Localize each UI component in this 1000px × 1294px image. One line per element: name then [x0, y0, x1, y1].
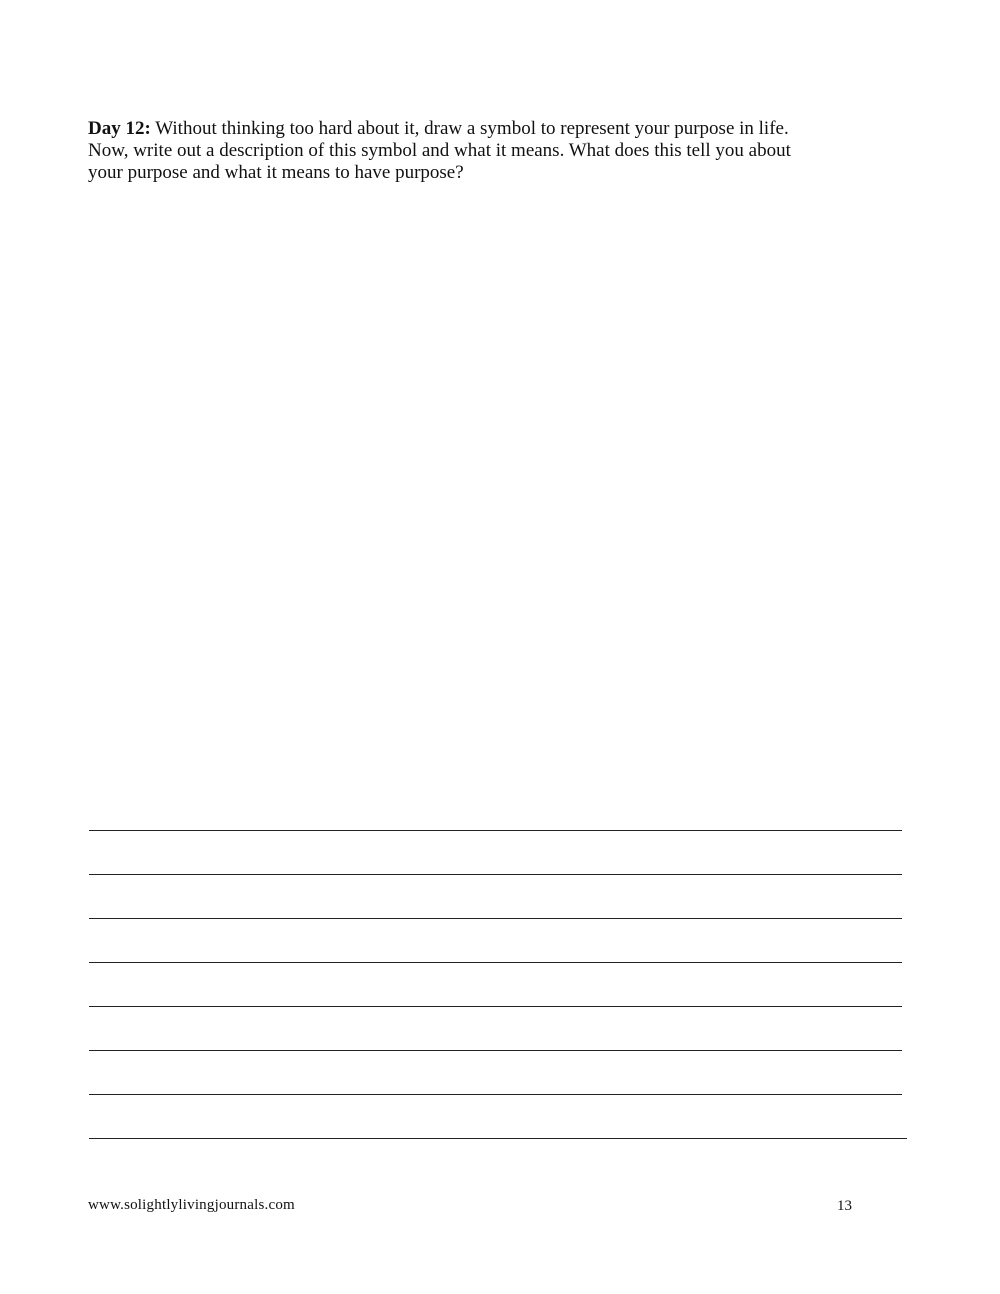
footer-website: www.solightlylivingjournals.com [88, 1197, 295, 1213]
prompt-line-3: your purpose and what it means to have purpose? [88, 162, 464, 183]
writing-line-3[interactable] [89, 918, 902, 919]
prompt-line-1-text: Without thinking too hard about it, draw a symbol to represent your purpose in life. [150, 118, 789, 139]
writing-line-2[interactable] [89, 874, 902, 875]
day-label: Day 12: [88, 118, 151, 139]
writing-line-6[interactable] [89, 1050, 902, 1051]
symbol-drawing-area[interactable] [88, 200, 903, 800]
writing-line-5[interactable] [89, 1006, 902, 1007]
writing-line-7[interactable] [89, 1094, 902, 1095]
prompt-line-1 [88, 118, 918, 140]
page-number: 13 [837, 1198, 852, 1214]
writing-line-4[interactable] [89, 962, 902, 963]
prompt-line-2: Now, write out a description of this symbol and what it means. What does this tell you about [88, 140, 791, 161]
writing-line-8[interactable] [89, 1138, 907, 1139]
journal-prompt [88, 118, 918, 184]
writing-line-1[interactable] [89, 830, 902, 831]
